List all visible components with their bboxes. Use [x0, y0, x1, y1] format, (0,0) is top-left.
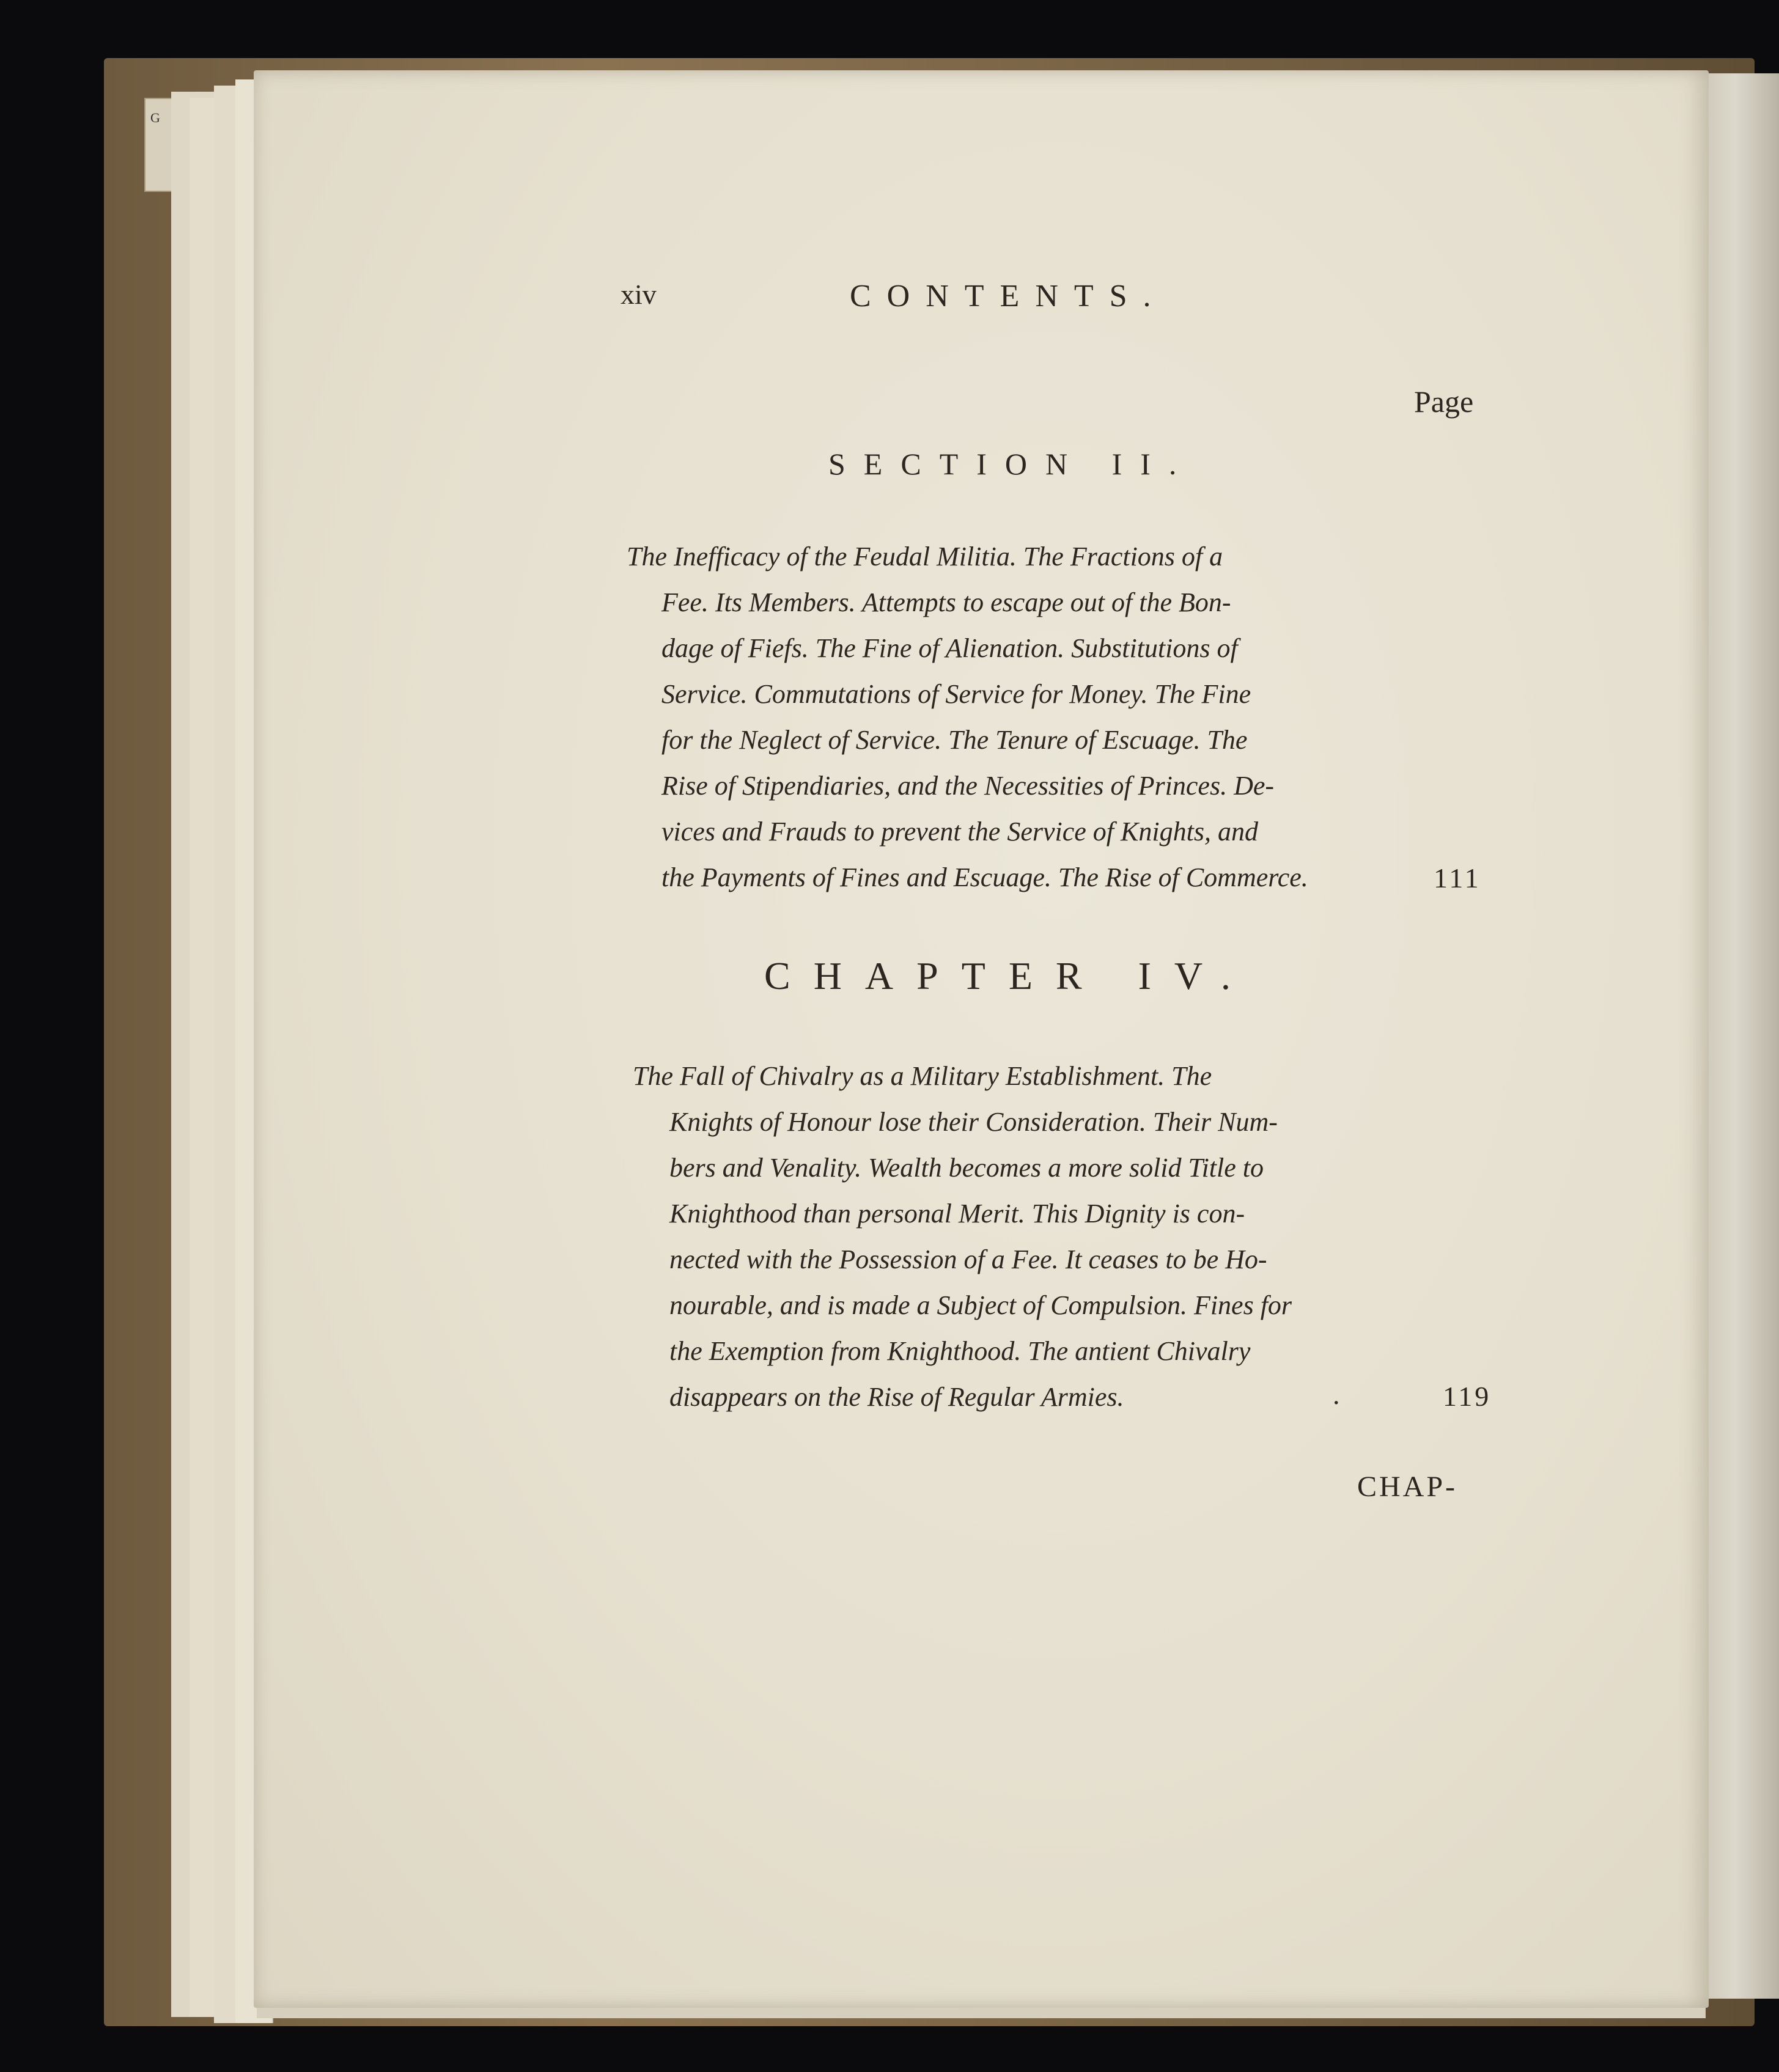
book-page: [254, 70, 1709, 2008]
summary-line: nourable, and is made a Subject of Compulsion. Fines for: [669, 1290, 1292, 1320]
page-column-label: Page: [1414, 384, 1474, 419]
summary-line: Service. Commutations of Service for Money. The Fine: [661, 679, 1251, 709]
catchword: CHAP-: [1357, 1471, 1458, 1503]
summary-line: Fee. Its Members. Attempts to escape out of the Bon-: [661, 587, 1231, 617]
page-reference: 111: [1434, 862, 1481, 894]
summary-line: The Fall of Chivalry as a Military Establishment. The: [633, 1061, 1212, 1091]
summary-line: the Payments of Fines and Escuage. The Rise of Commerce.: [661, 862, 1308, 892]
dot-leader: .: [1333, 1379, 1340, 1410]
facing-page-edge: [1706, 73, 1779, 1999]
chapter-heading: CHAPTER IV.: [764, 954, 1254, 997]
summary-line: bers and Venality. Wealth becomes a more solid Title to: [669, 1153, 1264, 1183]
running-head: CONTENTS.: [850, 279, 1167, 314]
summary-line: vices and Frauds to prevent the Service of Knights, and: [661, 817, 1258, 847]
summary-line: Knighthood than personal Merit. This Dignity is con-: [669, 1199, 1245, 1229]
section-heading: SECTION II.: [828, 447, 1195, 481]
summary-line: for the Neglect of Service. The Tenure of Escuage. The: [661, 725, 1248, 755]
summary-line: dage of Fiefs. The Fine of Alienation. Substitutions of: [661, 633, 1238, 663]
summary-line: Knights of Honour lose their Consideration. Their Num-: [669, 1107, 1278, 1137]
summary-line: The Inefficacy of the Feudal Militia. The Fractions of a: [627, 542, 1223, 571]
spine-label-text: G: [150, 110, 160, 125]
folio-number: xiv: [621, 279, 657, 310]
summary-line: Rise of Stipendiaries, and the Necessities of Princes. De-: [661, 771, 1275, 801]
page-reference: 119: [1443, 1381, 1492, 1412]
summary-line: the Exemption from Knighthood. The antient Chivalry: [669, 1336, 1251, 1366]
summary-line: disappears on the Rise of Regular Armies.: [669, 1382, 1124, 1412]
summary-line: nected with the Possession of a Fee. It ceases to be Ho-: [669, 1244, 1267, 1274]
